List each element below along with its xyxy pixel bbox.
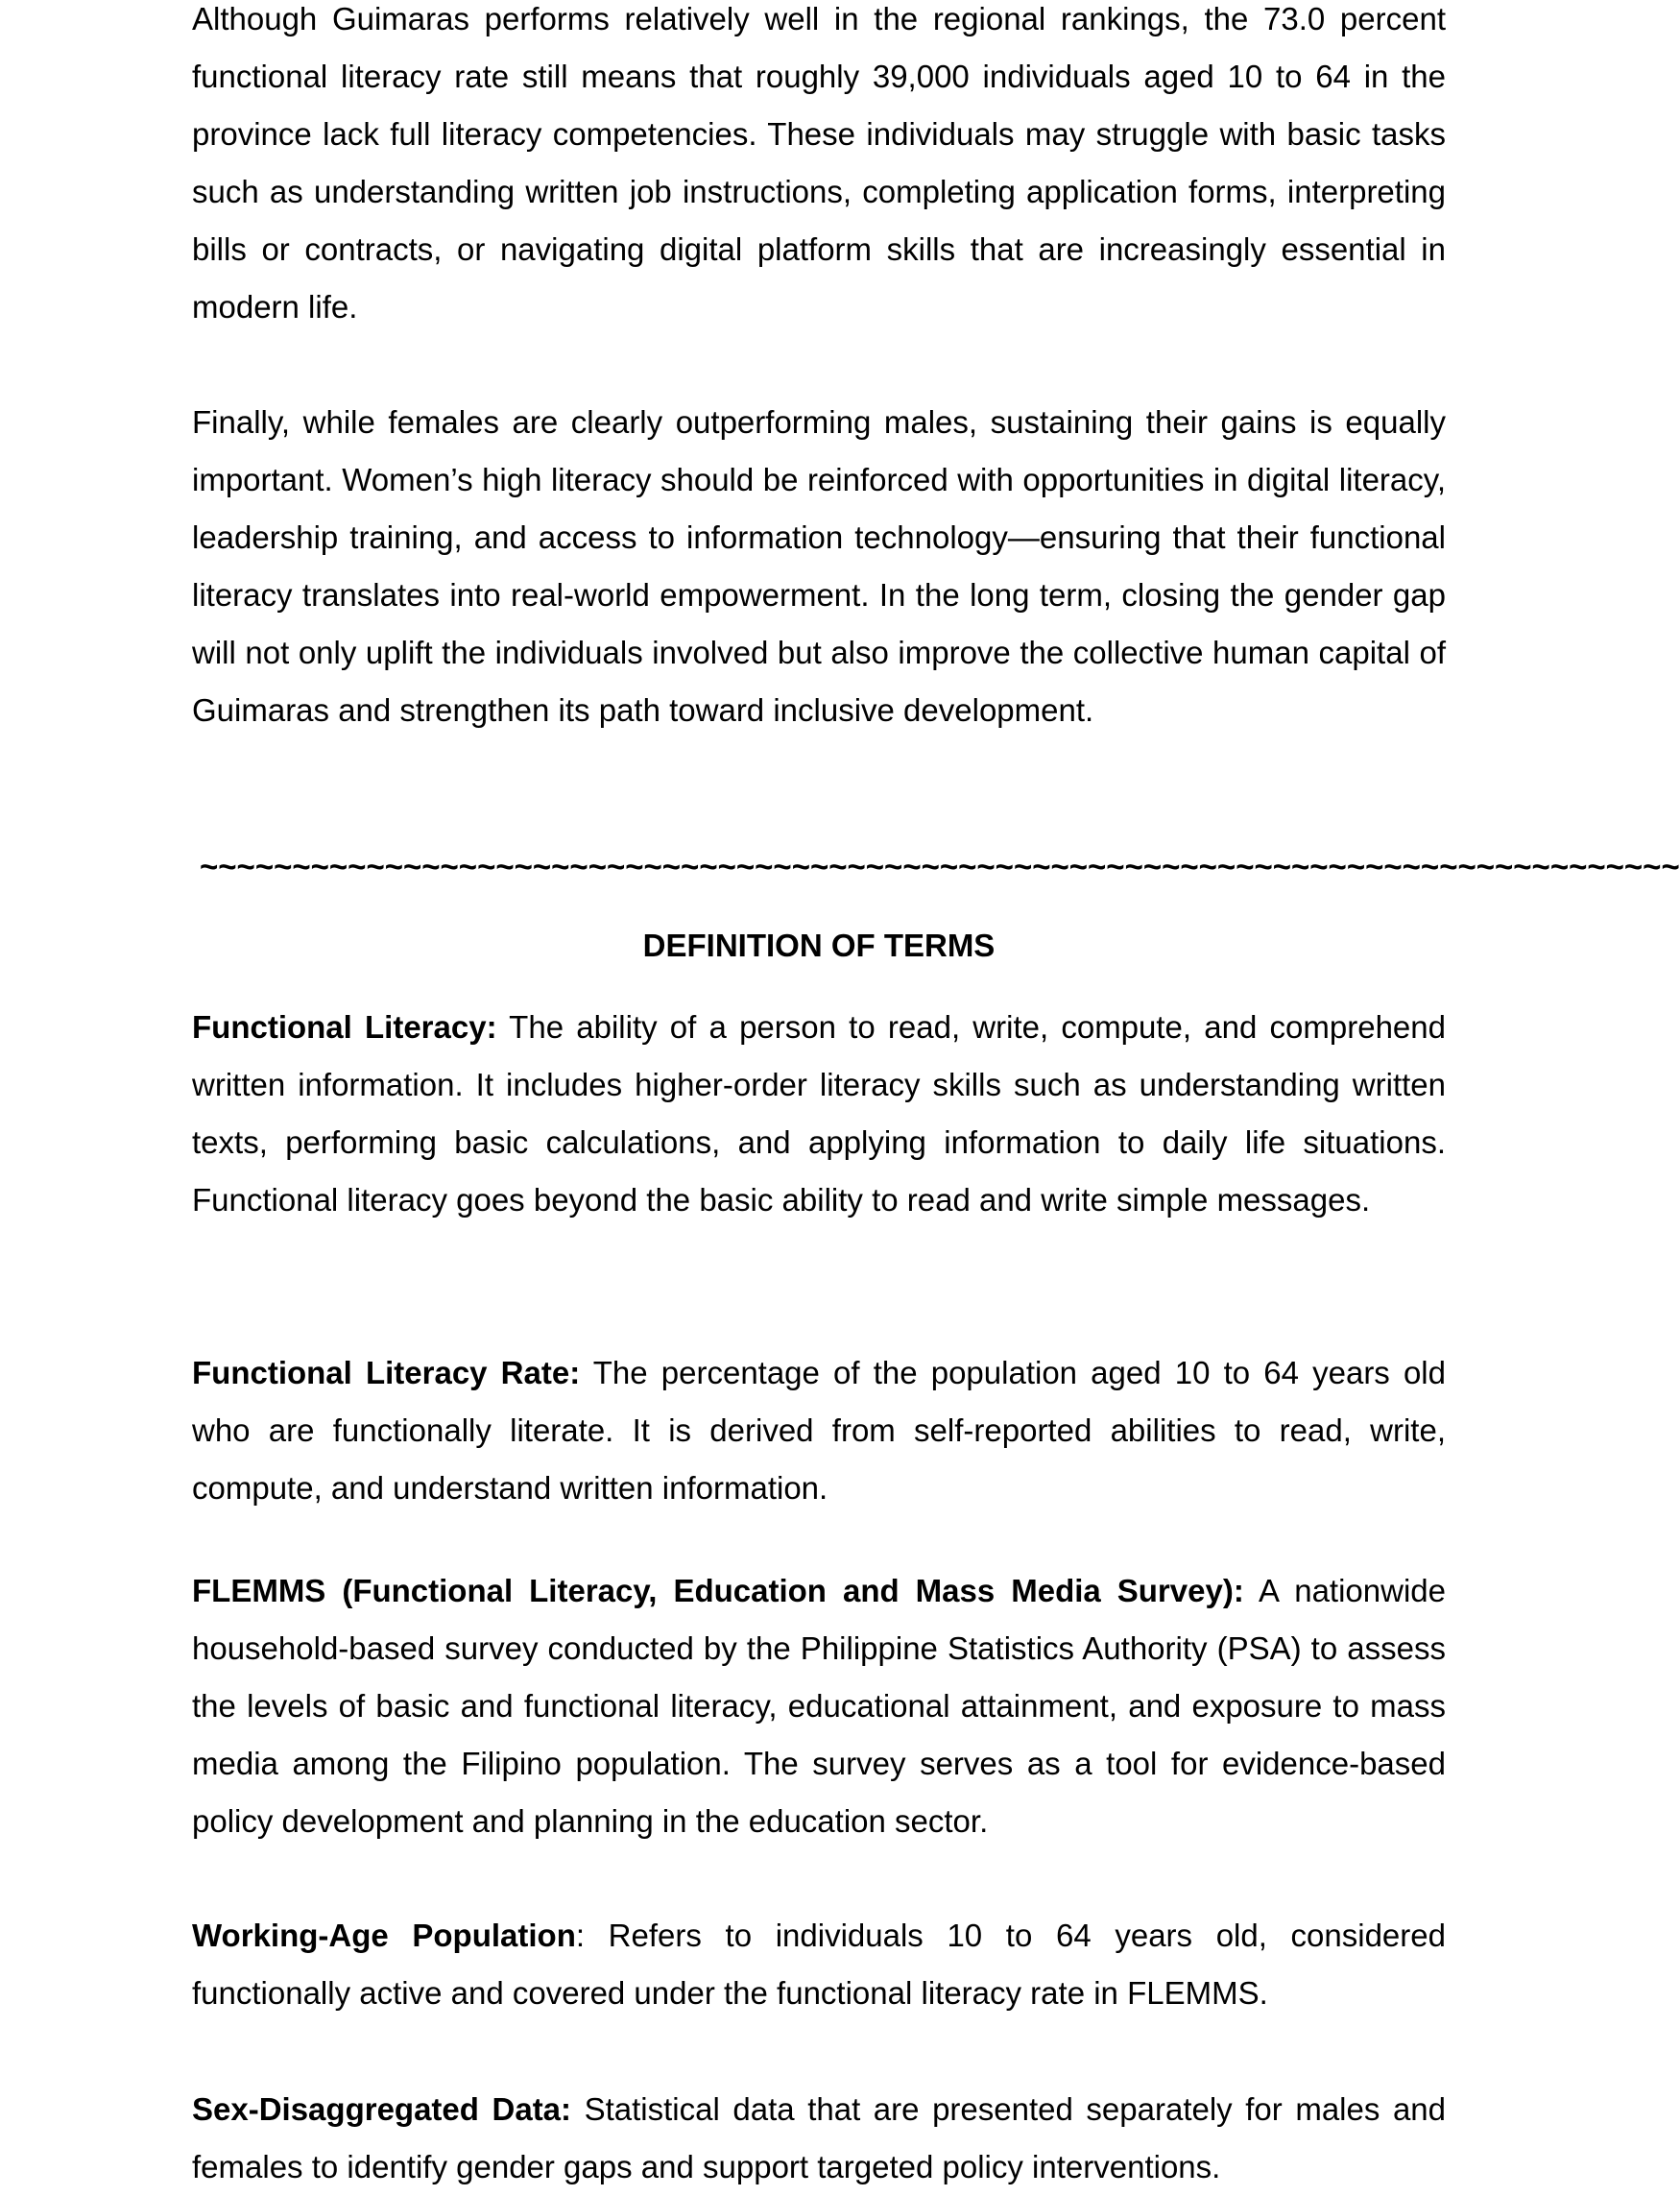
definition-term: Working-Age Population <box>192 1918 576 1953</box>
definition-term: Functional Literacy: <box>192 1009 497 1045</box>
definition-text: Statistical data that are presented separately for males and females to identify gender gaps and support targeted policy interventions. <box>192 2091 1446 2184</box>
section-title: DEFINITION OF TERMS <box>642 928 996 963</box>
definition-functional-literacy-rate <box>192 1344 1446 1517</box>
definition-functional-literacy <box>192 999 1446 1229</box>
paragraph-gender-gap: Finally, while females are clearly outperforming males, sustaining their gains is equally important. Women’s high literacy should be reinforced with opportunities in digital literacy, leadership training, and access to information technology—ensuring that their functional literacy translates into real-world empowerment. In the long term, closing the gender gap will not only uplift the individuals involved but also improve the collective human capital of Guimaras and strengthen its path toward inclusive development. <box>192 404 1446 728</box>
paragraph-literacy-gap: Although Guimaras performs relatively well in the regional rankings, the 73.0 percent functional literacy rate still means that roughly 39,000 individuals aged 10 to 64 in the province lack full literacy competencies. These individuals may struggle with basic tasks such as understanding written job instructions, completing application forms, interpreting bills or contracts, or navigating digital platform skills that are increasingly essential in modern life. <box>192 1 1446 325</box>
definition-flemms <box>192 1562 1446 1850</box>
definition-text: The percentage of the population aged 10 to 64 years old who are functionally literate. It is derived from self-reported abilities to read, write, compute, and understand written information. <box>192 1355 1446 1506</box>
definition-sex-disaggregated-data <box>192 2081 1446 2196</box>
definition-term: FLEMMS (Functional Literacy, Education and Mass Media Survey): <box>192 1573 1244 1608</box>
definition-working-age-population <box>192 1907 1446 2022</box>
definition-text: : Refers to individuals 10 to 64 years old, considered functionally active and covered under the functional literacy rate in FLEMMS. <box>192 1918 1446 2011</box>
definition-text: The ability of a person to read, write, compute, and comprehend written information. It includes higher-order literacy skills such as understanding written texts, performing basic calculations, and applying information to daily life situations. Functional literacy goes beyond the basic ability to read and write simple messages. <box>192 1009 1446 1218</box>
definition-term: Sex-Disaggregated Data: <box>192 2091 572 2127</box>
section-divider: ~~~~~~~~~~~~~~~~~~~~~~~~~~~~~~~~~~~~~~~~~~~~~~~~~~~~~~~~~~~~~~~~~~~~~~~~~~~~~~~~ <box>200 849 1680 884</box>
definition-text: A nationwide household-based survey conducted by the Philippine Statistics Authority (PSA) to assess the levels of basic and functional literacy, educational attainment, and exposure to mass media among the Filipino population. The survey serves as a tool for evidence-based policy development and planning in the education sector. <box>192 1573 1446 1839</box>
definition-term: Functional Literacy Rate: <box>192 1355 581 1390</box>
